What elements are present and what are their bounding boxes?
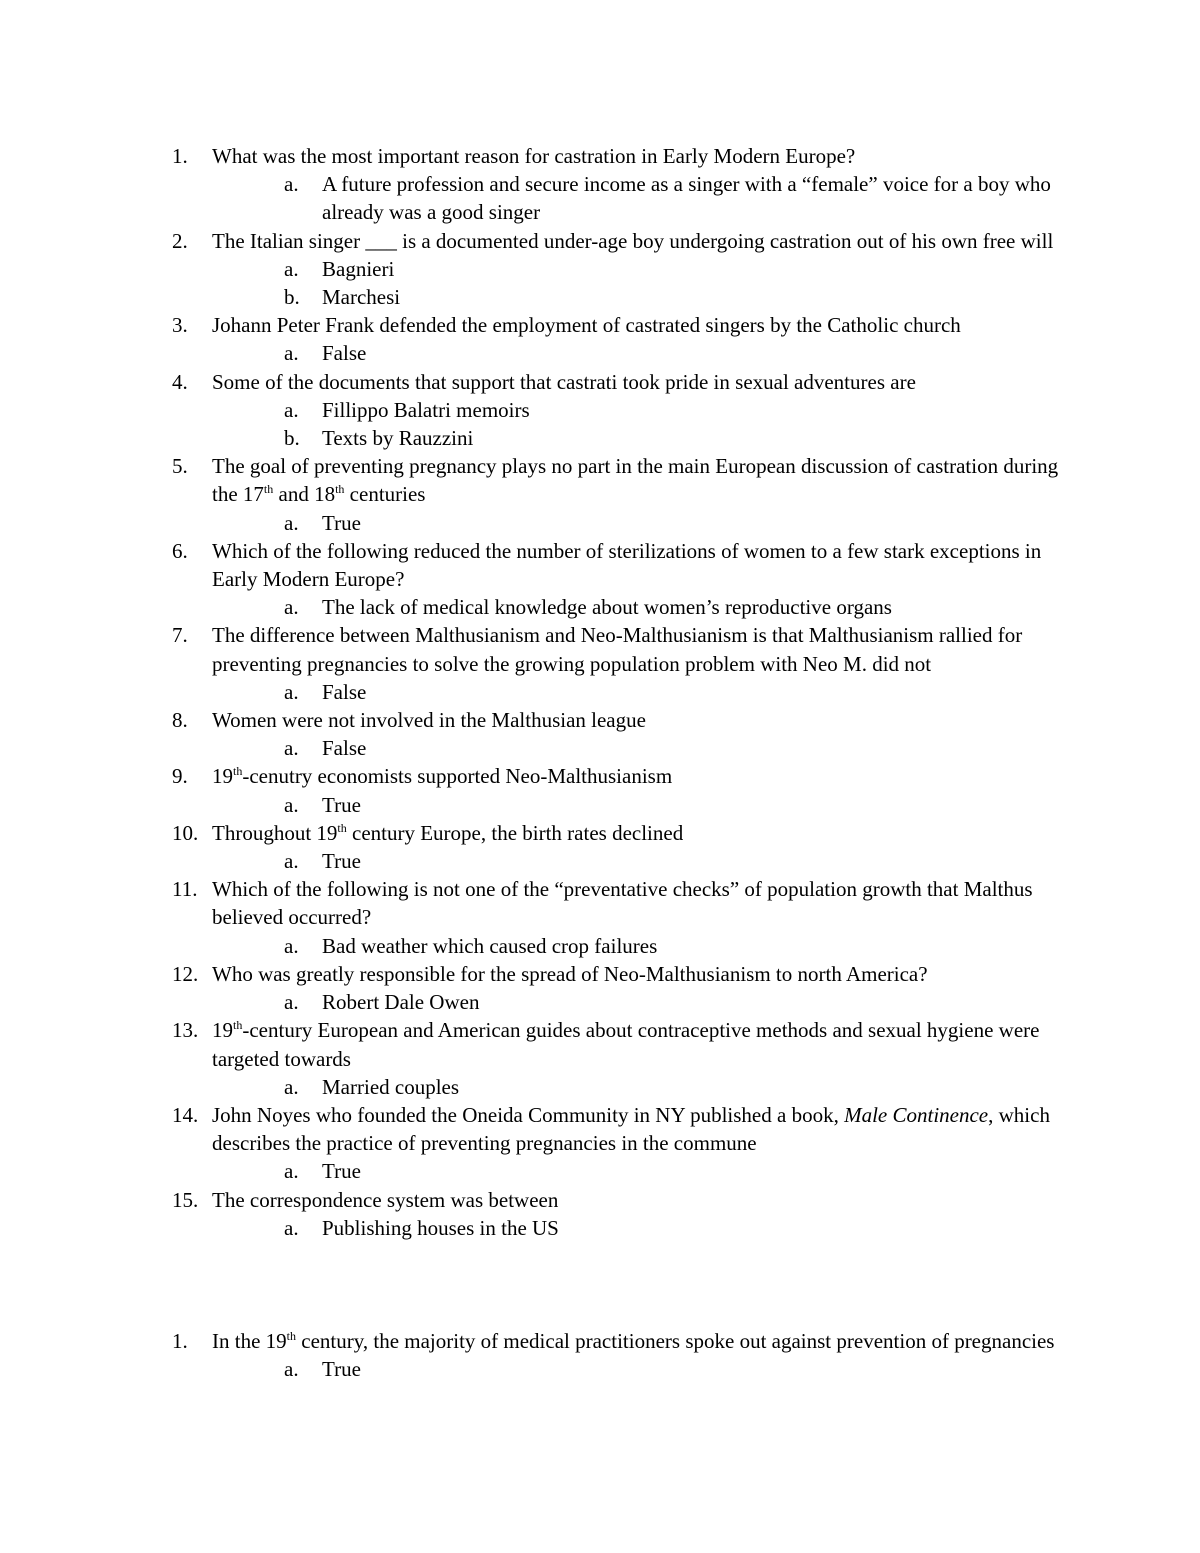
question-text [212, 1016, 1072, 1072]
question-text-part: -cenutry economists supported Neo-Malthusianism [242, 764, 673, 789]
answer-item [212, 509, 1072, 537]
question-item [172, 1101, 1072, 1186]
answer-text: A future profession and secure income as a singer with a “female” voice for a boy who already was a good singer [322, 172, 1051, 225]
question-text-part: , which describes the practice of preventing pregnancies in the commune [212, 1102, 1050, 1156]
ordinal-superscript: th [263, 482, 274, 497]
answer-list [212, 678, 1072, 706]
answer-item [212, 847, 1072, 875]
question-item [172, 819, 1072, 875]
question-text [212, 819, 1072, 847]
answer-list [212, 988, 1072, 1016]
question-text-part: In the 19 [212, 1329, 287, 1353]
question-text-part: 19 [212, 764, 233, 789]
answer-item [212, 678, 1072, 706]
ordinal-superscript: th [233, 764, 243, 779]
question-item [172, 311, 1072, 367]
question-text-part: John Noyes who founded the Oneida Community in NY published a book, [212, 1102, 845, 1127]
ordinal-superscript: th [286, 1329, 296, 1343]
question-item [172, 762, 1072, 818]
answer-list [212, 509, 1072, 537]
answer-list [212, 1214, 1072, 1242]
answer-letter: a. [284, 172, 299, 197]
question-number: 2. [172, 228, 188, 253]
answer-text: True [322, 1159, 361, 1184]
answer-text: Bad weather which caused crop failures [322, 933, 658, 958]
question-item [172, 142, 1072, 227]
book-title: Male Continence [844, 1102, 989, 1127]
question-text: The difference between Malthusianism and Neo-Malthusianism is that Malthusianism rallied for preventing pregnancies to solve the growing population problem with Neo M. did not [212, 623, 1023, 676]
answer-list [212, 734, 1072, 762]
answer-letter: a. [284, 595, 299, 620]
question-text: The correspondence system was between [212, 1187, 559, 1212]
answer-letter: a. [284, 849, 299, 874]
second-question-list [172, 1327, 1072, 1383]
answer-letter: a. [284, 397, 299, 422]
answer-text: True [322, 849, 361, 874]
question-text [212, 1101, 1072, 1157]
answer-text: False [322, 736, 367, 761]
answer-letter: a. [284, 736, 299, 761]
question-item [172, 621, 1072, 706]
question-item [172, 1186, 1072, 1242]
answer-letter: a. [284, 256, 299, 281]
answer-list [212, 396, 1072, 452]
answer-text: Marchesi [322, 285, 401, 310]
question-text: Johann Peter Frank defended the employment of castrated singers by the Catholic church [212, 313, 961, 338]
answer-item [212, 593, 1072, 621]
question-text [212, 452, 1072, 508]
ordinal-superscript: th [335, 482, 345, 497]
question-number: 15. [172, 1187, 199, 1212]
question-text: Which of the following reduced the number of sterilizations of women to a few stark exceptions in Early Modern Europe? [212, 538, 1042, 592]
answer-list [212, 255, 1072, 311]
answer-list [212, 1157, 1072, 1185]
answer-item [212, 396, 1072, 424]
answer-list [212, 593, 1072, 621]
answer-item [212, 255, 1072, 283]
question-number: 7. [172, 623, 188, 648]
answer-item [212, 1073, 1072, 1101]
question-number: 11. [172, 877, 198, 902]
question-text: Some of the documents that support that castrati took pride in sexual adventures are [212, 369, 916, 394]
answer-text: Bagnieri [322, 256, 395, 281]
question-number: 3. [172, 313, 188, 338]
question-item [172, 875, 1072, 960]
answer-text: True [322, 510, 361, 535]
question-text: Women were not involved in the Malthusian league [212, 708, 646, 733]
question-text-part: century, the majority of medical practitioners spoke out against prevention of pregnancies [296, 1329, 1055, 1353]
answer-text: False [322, 341, 367, 366]
question-text-part: and 18 [273, 482, 336, 507]
question-text-part: Throughout 19 [212, 820, 338, 845]
answer-item [212, 170, 1072, 226]
answer-item [212, 1157, 1072, 1185]
question-number: 14. [172, 1102, 199, 1127]
ordinal-superscript: th [233, 1018, 243, 1033]
answer-text: The lack of medical knowledge about women’s reproductive organs [322, 595, 892, 620]
answer-letter: a. [284, 341, 299, 366]
answer-letter: a. [284, 1159, 299, 1184]
answer-item [212, 734, 1072, 762]
question-text: What was the most important reason for castration in Early Modern Europe? [212, 144, 856, 168]
question-text-part: The goal of preventing pregnancy plays no part in the main European discussion of castration during the 17 [212, 454, 1059, 507]
question-text-part: century Europe, the birth rates declined [346, 820, 684, 845]
question-item [172, 368, 1072, 453]
answer-text: False [322, 679, 367, 704]
question-number: 12. [172, 961, 199, 986]
answer-letter: b. [284, 426, 300, 451]
question-text [212, 1327, 1072, 1355]
answer-list [212, 170, 1072, 226]
question-item [172, 706, 1072, 762]
ordinal-superscript: th [337, 820, 347, 835]
question-text-part: -century European and American guides about contraceptive methods and sexual hygiene were targeted towards [212, 1018, 1040, 1071]
question-item [172, 452, 1072, 537]
answer-letter: a. [284, 792, 299, 817]
answer-item [212, 932, 1072, 960]
question-text: The Italian singer ___ is a documented under-age boy undergoing castration out of his own free will [212, 228, 1054, 253]
answer-letter: a. [284, 510, 299, 535]
answer-text: Fillippo Balatri memoirs [322, 397, 530, 422]
question-text: Which of the following is not one of the “preventative checks” of population growth that Malthus believed occurred? [212, 877, 1033, 930]
question-number: 13. [172, 1018, 199, 1043]
answer-letter: b. [284, 285, 300, 310]
question-number: 9. [172, 764, 188, 789]
answer-letter: a. [284, 990, 299, 1015]
question-number: 5. [172, 454, 188, 479]
question-text [212, 762, 1072, 790]
question-text-part: centuries [344, 482, 426, 507]
answer-item [212, 1214, 1072, 1242]
answer-list [212, 847, 1072, 875]
answer-text: Robert Dale Owen [322, 990, 480, 1015]
question-number: 1. [172, 1329, 188, 1353]
answer-item [212, 339, 1072, 367]
question-item [172, 227, 1072, 312]
answer-letter: a. [284, 1074, 299, 1099]
answer-text: True [322, 792, 361, 817]
answer-item [212, 424, 1072, 452]
answer-text: True [322, 1357, 361, 1382]
answer-item [212, 283, 1072, 311]
answer-letter: a. [284, 1357, 299, 1382]
answer-item [212, 988, 1072, 1016]
answer-letter: a. [284, 1215, 299, 1240]
question-number: 4. [172, 369, 188, 394]
answer-list [212, 791, 1072, 819]
question-item [172, 1327, 1072, 1383]
question-number: 10. [172, 820, 199, 845]
question-item [172, 1016, 1072, 1101]
answer-text: Married couples [322, 1074, 460, 1099]
answer-list [212, 339, 1072, 367]
answer-letter: a. [284, 933, 299, 958]
question-text: Who was greatly responsible for the spread of Neo-Malthusianism to north America? [212, 961, 928, 986]
question-number: 1. [172, 144, 188, 168]
answer-text: Publishing houses in the US [322, 1215, 559, 1240]
answer-item [212, 791, 1072, 819]
question-item [172, 537, 1072, 622]
question-list [172, 142, 1072, 1242]
question-number: 8. [172, 708, 188, 733]
question-number: 6. [172, 538, 188, 563]
question-item [172, 960, 1072, 1016]
answer-list [212, 932, 1072, 960]
answer-text: Texts by Rauzzini [322, 426, 474, 451]
answer-list [212, 1355, 1072, 1383]
question-text-part: 19 [212, 1018, 233, 1043]
answer-letter: a. [284, 679, 299, 704]
answer-item [212, 1355, 1072, 1383]
answer-list [212, 1073, 1072, 1101]
